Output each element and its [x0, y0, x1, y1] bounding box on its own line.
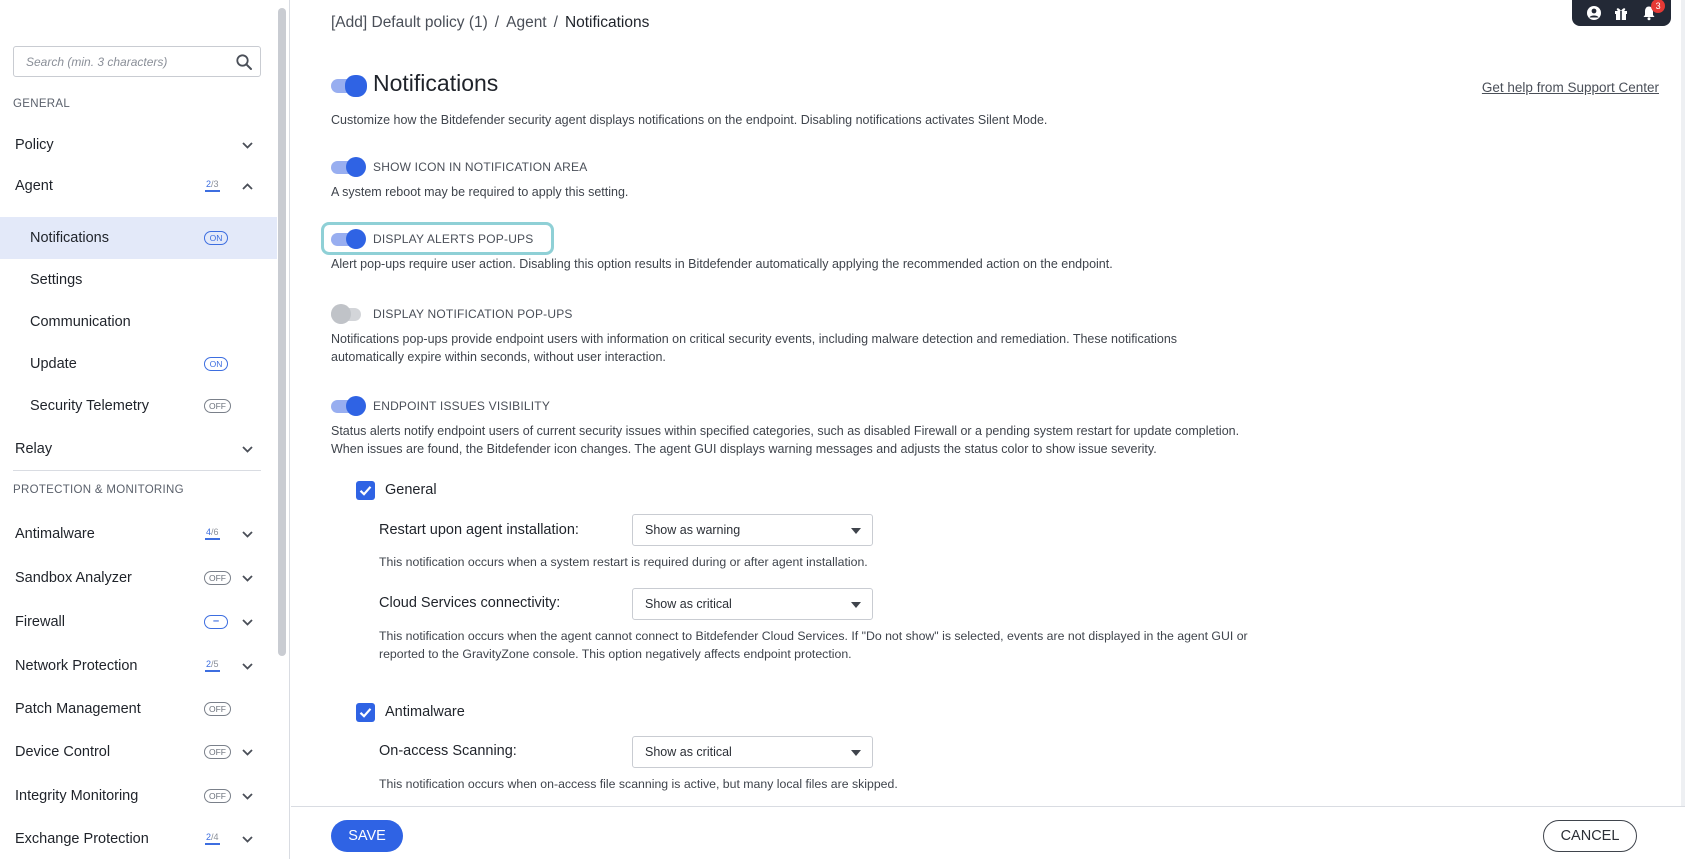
cloud-select[interactable]: [632, 588, 873, 620]
sidebar-item-network-protection[interactable]: [0, 645, 277, 687]
status-badge: OFF: [204, 571, 231, 585]
section-heading-protection: PROTECTION & MONITORING: [13, 484, 184, 496]
issues-visibility-toggle[interactable]: [331, 396, 367, 416]
breadcrumb-item-current: Notifications: [564, 14, 650, 31]
user-icon[interactable]: [1586, 5, 1602, 21]
sidebar-item-label: Policy: [15, 137, 54, 153]
sidebar-item-label: Exchange Protection: [15, 831, 149, 847]
sidebar-item-label: Firewall: [15, 614, 65, 630]
status-badge: OFF: [204, 399, 231, 413]
notification-popups-description-1: Notifications pop-ups provide endpoint users with information on critical security events, including malware detection and remediation. These notifications: [331, 332, 1178, 346]
notification-popups-description-2: automatically expire within seconds, without user interaction.: [331, 350, 666, 364]
progress-ratio: 4/6: [205, 527, 220, 540]
issues-visibility-description-1: Status alerts notify endpoint users of current security issues within specified categories, such as disabled Firewall or a pending system restart for update completion.: [331, 424, 1240, 438]
progress-ratio: 2/3: [205, 179, 220, 192]
breadcrumb: [331, 14, 649, 32]
issues-visibility-description-2: When issues are found, the Bitdefender icon changes. The agent GUI displays warning messages and adjusts the status color to show issue severity.: [331, 442, 1157, 456]
gift-icon[interactable]: [1613, 5, 1629, 21]
toggle-knob: [346, 229, 366, 249]
sidebar-item-label: Relay: [15, 441, 53, 457]
sidebar: [0, 0, 290, 859]
chevron-down-icon: [241, 616, 254, 629]
dropdown-caret-icon: [851, 750, 861, 756]
page-description: Customize how the Bitdefender security agent displays notifications on the endpoint. Disabling notifications activates Silent Mode.: [331, 113, 1048, 127]
status-badge: ON: [204, 357, 228, 371]
breadcrumb-item-policy[interactable]: [Add] Default policy (1): [331, 14, 488, 31]
breadcrumb-separator: /: [494, 14, 500, 31]
toggle-knob: [345, 75, 367, 97]
save-button[interactable]: SAVE: [331, 820, 403, 852]
restart-note: This notification occurs when a system restart is required during or after agent installation.: [379, 555, 868, 569]
chevron-down-icon: [241, 572, 254, 585]
page-title: Notifications: [373, 70, 499, 96]
search-input[interactable]: [14, 47, 229, 76]
sidebar-scrollbar[interactable]: [278, 8, 286, 656]
toggle-knob: [331, 304, 351, 324]
sidebar-item-label: Settings: [30, 272, 83, 288]
sidebar-item-label: Integrity Monitoring: [15, 788, 139, 804]
toggle-knob: [346, 157, 366, 177]
status-badge: OFF: [204, 789, 231, 803]
status-badge: ON: [204, 231, 228, 245]
cloud-note-1: This notification occurs when the agent cannot connect to Bitdefender Cloud Services. If "Do not show" is selected, events are not displayed in the agent GUI or: [379, 629, 1248, 643]
restart-label: Restart upon agent installation:: [379, 522, 579, 538]
support-center-link[interactable]: Get help from Support Center: [1481, 80, 1659, 95]
chevron-down-icon: [241, 833, 254, 846]
top-action-bar: [1572, 0, 1671, 26]
sidebar-item-communication[interactable]: [0, 301, 277, 343]
sidebar-item-policy[interactable]: [0, 124, 277, 166]
dropdown-caret-icon: [851, 602, 861, 608]
sidebar-item-settings[interactable]: [0, 259, 277, 301]
cancel-button[interactable]: CANCEL: [1543, 820, 1637, 852]
general-label: General: [385, 482, 437, 498]
antimalware-checkbox[interactable]: [356, 703, 375, 722]
chevron-down-icon: [241, 528, 254, 541]
on-access-note: This notification occurs when on-access file scanning is active, but many local files are skipped.: [379, 777, 898, 791]
notification-popups-toggle[interactable]: [331, 304, 367, 324]
select-value: Show as critical: [645, 745, 732, 759]
sidebar-item-label: Patch Management: [15, 701, 141, 717]
search-icon[interactable]: [235, 53, 253, 71]
status-badge: OFF: [204, 702, 231, 716]
on-access-label: On-access Scanning:: [379, 743, 517, 759]
select-value: Show as critical: [645, 597, 732, 611]
chevron-up-icon: [241, 180, 254, 193]
checkmark-icon: [356, 703, 375, 722]
show-icon-toggle[interactable]: [331, 157, 367, 177]
search-box[interactable]: [13, 46, 261, 77]
main-scrollbar[interactable]: [1681, 0, 1685, 806]
sidebar-item-notifications[interactable]: [0, 217, 277, 259]
status-badge: OFF: [204, 745, 231, 759]
status-badge: –: [204, 615, 228, 629]
breadcrumb-item-agent[interactable]: Agent: [506, 14, 547, 31]
sidebar-item-security-telemetry[interactable]: [0, 385, 277, 427]
chevron-down-icon: [241, 139, 254, 152]
notification-count-badge: 3: [1651, 0, 1665, 13]
issues-visibility-title: ENDPOINT ISSUES VISIBILITY: [373, 399, 551, 413]
checkmark-icon: [356, 481, 375, 500]
sidebar-item-sandbox-analyzer[interactable]: [0, 557, 277, 599]
sidebar-item-antimalware[interactable]: [0, 513, 277, 555]
cloud-note-2: reported to the GravityZone console. This option negatively affects endpoint protection.: [379, 647, 852, 661]
chevron-down-icon: [241, 746, 254, 759]
alerts-popups-description: Alert pop-ups require user action. Disabling this option results in Bitdefender automatically applying the recommended action on the endpoint.: [331, 257, 1113, 271]
sidebar-item-label: Network Protection: [15, 658, 138, 674]
chevron-down-icon: [241, 790, 254, 803]
sidebar-item-label: Security Telemetry: [30, 398, 149, 414]
restart-select[interactable]: [632, 514, 873, 546]
notification-popups-title: DISPLAY NOTIFICATION POP-UPS: [373, 307, 573, 321]
sidebar-item-label: Agent: [15, 178, 53, 194]
antimalware-label: Antimalware: [385, 704, 465, 720]
sidebar-divider: [13, 470, 261, 471]
sidebar-item-patch-management[interactable]: [0, 688, 277, 730]
sidebar-item-label: Communication: [30, 314, 131, 330]
main-content: [291, 0, 1685, 806]
sidebar-item-agent[interactable]: [0, 165, 277, 207]
chevron-down-icon: [241, 660, 254, 673]
alerts-popups-toggle[interactable]: [331, 229, 367, 249]
sidebar-item-label: Device Control: [15, 744, 111, 760]
sidebar-item-label: Notifications: [30, 230, 109, 246]
notification-bell[interactable]: [1641, 1, 1661, 21]
select-value: Show as warning: [645, 523, 741, 537]
sidebar-item-device-control[interactable]: [0, 731, 277, 773]
sidebar-item-label: Update: [30, 356, 77, 372]
show-icon-description: A system reboot may be required to apply this setting.: [331, 185, 629, 199]
sidebar-item-relay[interactable]: [0, 428, 277, 470]
show-icon-title: SHOW ICON IN NOTIFICATION AREA: [373, 160, 588, 174]
toggle-knob: [346, 396, 366, 416]
breadcrumb-separator: /: [553, 14, 558, 31]
dropdown-caret-icon: [851, 528, 861, 534]
on-access-select[interactable]: [632, 736, 873, 768]
footer-bar: [291, 806, 1685, 859]
progress-ratio: 2/4: [205, 832, 220, 845]
sidebar-item-integrity-monitoring[interactable]: [0, 775, 277, 817]
section-heading-general: GENERAL: [13, 98, 71, 110]
sidebar-item-exchange-protection[interactable]: [0, 818, 277, 859]
progress-ratio: 2/5: [205, 659, 220, 672]
cloud-label: Cloud Services connectivity:: [379, 595, 561, 611]
sidebar-item-firewall[interactable]: [0, 601, 277, 643]
alerts-popups-title: DISPLAY ALERTS POP-UPS: [373, 232, 534, 246]
general-checkbox[interactable]: [356, 481, 375, 500]
sidebar-item-label: Sandbox Analyzer: [15, 570, 132, 586]
sidebar-item-label: Antimalware: [15, 526, 95, 542]
chevron-down-icon: [241, 443, 254, 456]
notifications-master-toggle[interactable]: [331, 74, 367, 94]
sidebar-item-update[interactable]: [0, 343, 277, 385]
